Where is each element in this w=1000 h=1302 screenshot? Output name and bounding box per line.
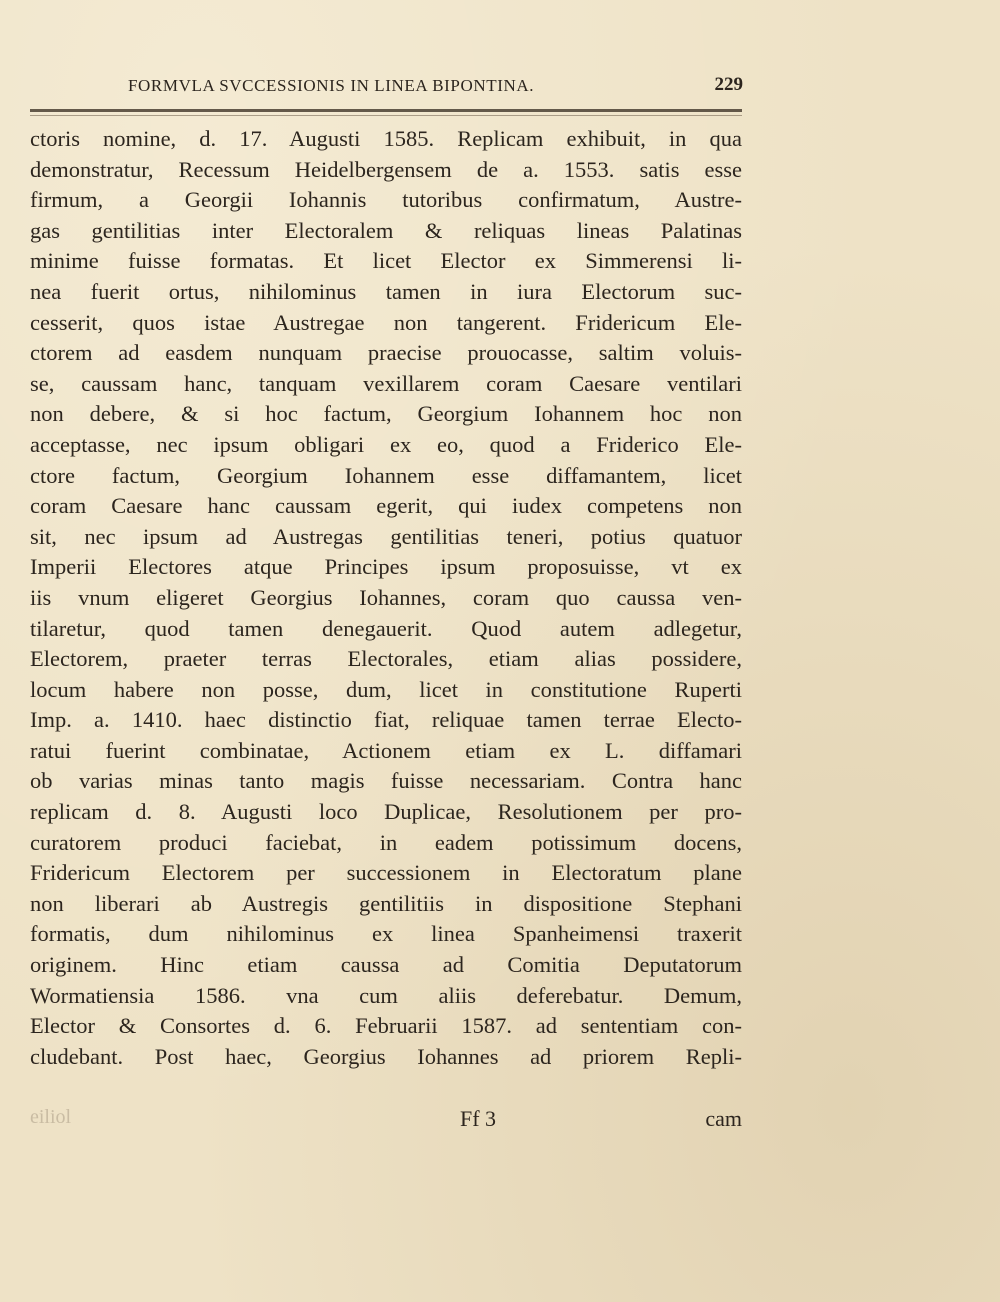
text-line: ratui fuerint combinatae, Actionem etiam ex L. diffamari (30, 737, 742, 763)
text-line: curatorem produci faciebat, in eadem potissimum docens, (30, 829, 742, 855)
text-line: ctoris nomine, d. 17. Augusti 1585. Replicam exhibuit, in qua (30, 126, 742, 151)
text-line: Imperii Electores atque Principes ipsum proposuisse, vt ex (30, 554, 742, 580)
text-line: tilaretur, quod tamen denegauerit. Quod autem adlegetur, (30, 615, 742, 641)
text-line: cesserit, quos istae Austregae non tangerent. Fridericum Ele- (30, 309, 742, 335)
page-number: 229 (714, 74, 743, 95)
text-line: gas gentilitias inter Electoralem & reliquas lineas Palatinas (30, 217, 742, 243)
catchword: cam (705, 1106, 742, 1131)
text-line: iis vnum eligeret Georgius Iohannes, coram quo caussa ven- (30, 584, 742, 610)
text-line: nea fuerit ortus, nihilominus tamen in iura Electorum suc- (30, 278, 742, 304)
text-line: ctore factum, Georgium Iohannem esse diffamantem, licet (30, 462, 742, 488)
text-line: cludebant. Post haec, Georgius Iohannes ad priorem Repli- (30, 1043, 742, 1069)
text-line: firmum, a Georgii Iohannis tutoribus confirmatum, Austre- (30, 187, 742, 213)
running-head: FORMVLA SVCCESSIONIS IN LINEA BIPONTINA. (128, 76, 535, 95)
show-through-text: eiliol (30, 1106, 72, 1128)
text-line: demonstratur, Recessum Heidelbergensem de a. 1553. satis esse (30, 156, 742, 182)
text-line: Electorem, praeter terras Electorales, etiam alias possidere, (30, 646, 742, 672)
text-line: minime fuisse formatas. Et licet Elector ex Simmerensi li- (30, 248, 742, 274)
text-line: Wormatiensia 1586. vna cum aliis deferebatur. Demum, (30, 982, 742, 1008)
page-header (128, 76, 743, 102)
header-rule (30, 109, 742, 112)
text-line: se, caussam hanc, tanquam vexillarem coram Caesare ventilari (30, 370, 742, 396)
text-line: originem. Hinc etiam caussa ad Comitia Deputatorum (30, 952, 742, 978)
text-line: non liberari ab Austregis gentilitiis in dispositione Stephani (30, 890, 742, 916)
text-line: formatis, dum nihilominus ex linea Spanheimensi traxerit (30, 921, 742, 947)
header-rule-thin (30, 115, 742, 116)
text-line: replicam d. 8. Augusti loco Duplicae, Resolutionem per pro- (30, 799, 742, 825)
text-line: ob varias minas tanto magis fuisse necessariam. Contra hanc (30, 768, 742, 794)
text-line: ctorem ad easdem nunquam praecise prouocasse, saltim voluis- (30, 340, 742, 366)
text-line: coram Caesare hanc caussam egerit, qui iudex competens non (30, 493, 742, 519)
page-footer (30, 1106, 742, 1136)
signature-mark: Ff 3 (460, 1106, 497, 1131)
text-line: sit, nec ipsum ad Austregas gentilitias teneri, potius quatuor (30, 523, 742, 549)
text-line: Elector & Consortes d. 6. Februarii 1587. ad sententiam con- (30, 1013, 742, 1039)
text-line: Fridericum Electorem per successionem in Electoratum plane (30, 860, 742, 886)
text-line: locum habere non posse, dum, licet in constitutione Ruperti (30, 676, 742, 702)
text-line: non debere, & si hoc factum, Georgium Iohannem hoc non (30, 401, 742, 427)
text-line: Imp. a. 1410. haec distinctio fiat, reliquae tamen terrae Electo- (30, 707, 742, 733)
body-text (30, 124, 742, 1072)
text-line: acceptasse, nec ipsum obligari ex eo, quod a Friderico Ele- (30, 431, 742, 457)
